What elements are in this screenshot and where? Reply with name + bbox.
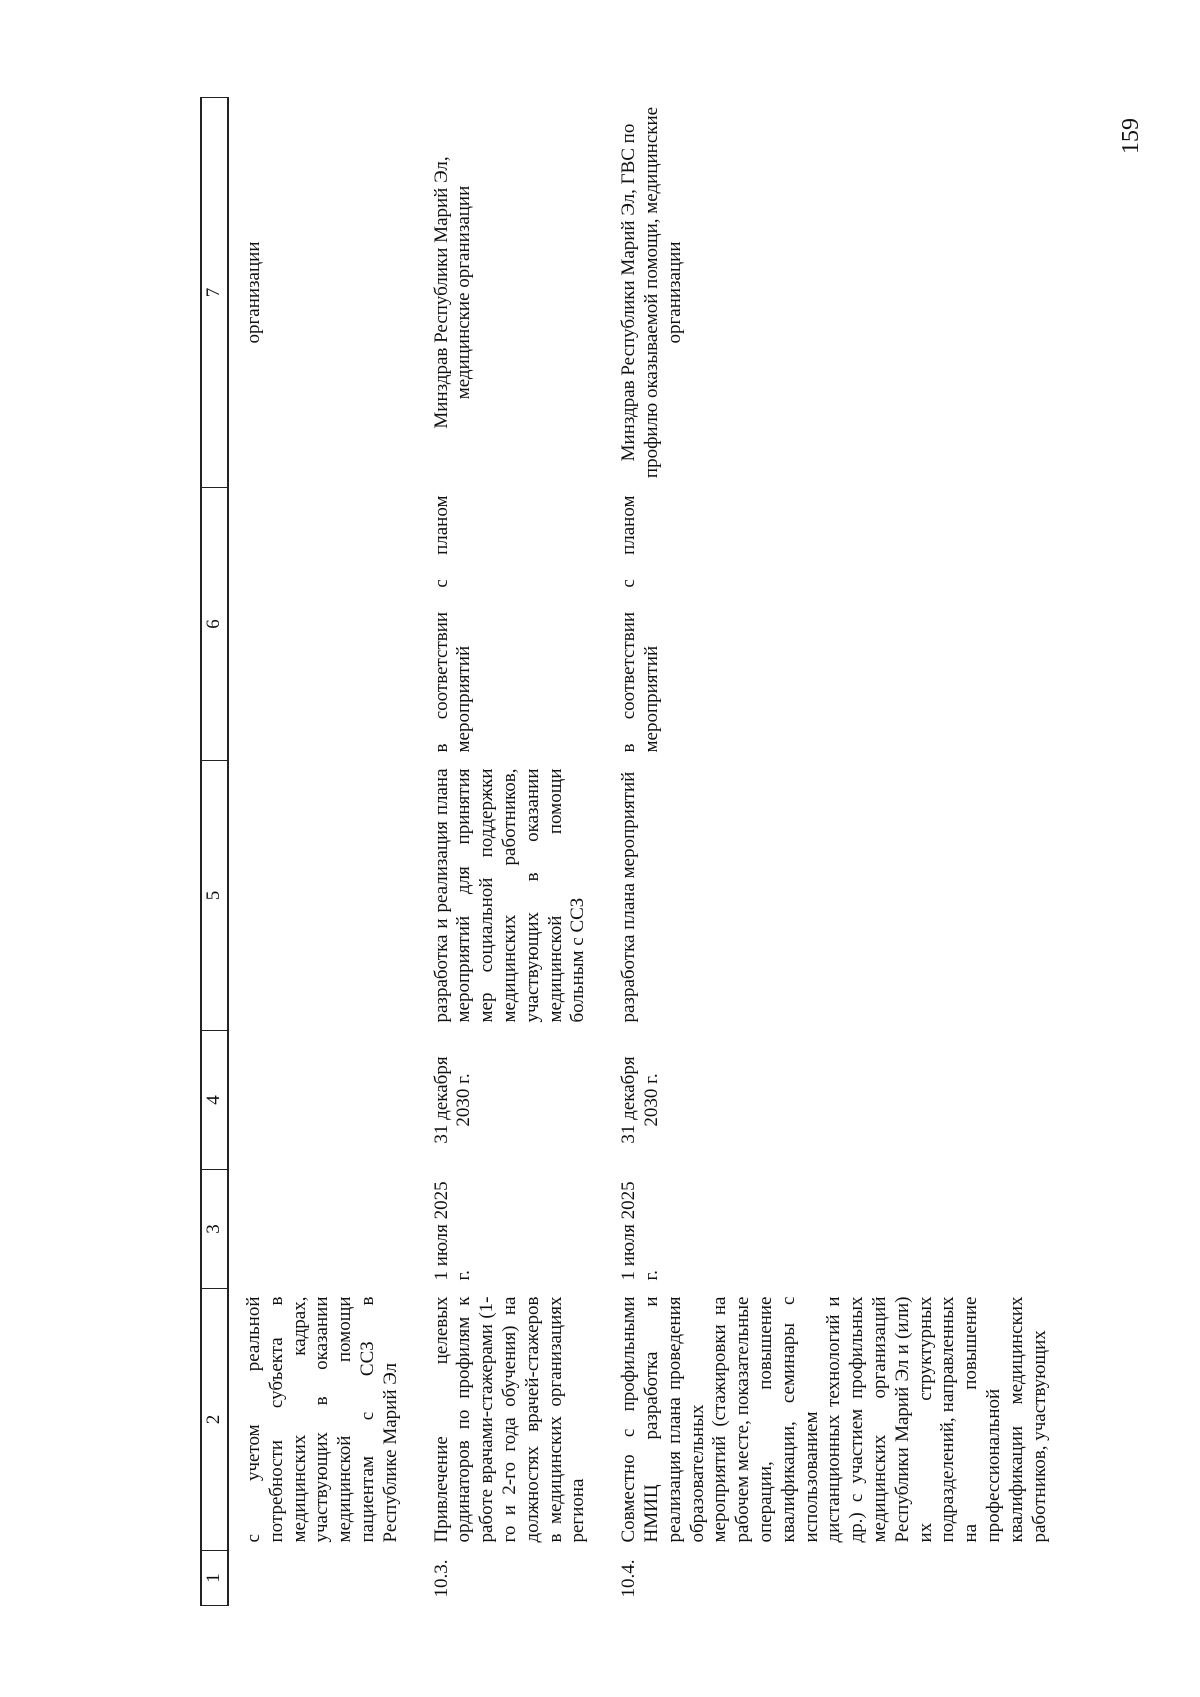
responsible-text: организации bbox=[243, 241, 264, 344]
measure-text: Совместно с профильными НМИЦ разработка и реализация плана проведения образовательных мероприятий (стажировки на рабочем месте, показательные операции, повышение квалификации, семинары с использованием дистанционных технологий и др.) с участием профильных медицинских организаций Республики Марий Эл и (или) их структурных подразделений, направленных на повышение профессиональной квалификации медицинских работников, участвующих bbox=[618, 1296, 1050, 1543]
measure-text: с учетом реальной потребности субъекта в медицинских кадрах, участвующих в оказании медицинской помощи пациентам с ССЗ в Республике Марий Эл bbox=[243, 1296, 401, 1543]
responsible-text: Минздрав Республики Марий Эл, ГВС по профилю оказываемой помощи, медицинские организации bbox=[618, 106, 685, 479]
row-number: 10.4. bbox=[618, 1559, 640, 1598]
column-header: 1 bbox=[201, 1551, 228, 1606]
column-header: 6 bbox=[201, 488, 228, 761]
start-date: 1 июля 2025 г. bbox=[618, 1181, 662, 1281]
page-number: 159 bbox=[1118, 118, 1144, 154]
column-header: 2 bbox=[201, 1289, 228, 1551]
result-text bbox=[228, 761, 419, 1031]
start-date: 1 июля 2025 г. bbox=[430, 1181, 475, 1281]
table-row bbox=[228, 98, 419, 1606]
row-number: 10.3. bbox=[430, 1559, 452, 1598]
rotated-page bbox=[200, 98, 1200, 1606]
end-date bbox=[228, 1031, 419, 1170]
column-header: 7 bbox=[201, 98, 228, 488]
control-text: в соответствии с планом мероприятий bbox=[618, 495, 662, 753]
end-date: 31 декабря 2030 г. bbox=[618, 1056, 662, 1144]
column-header: 3 bbox=[201, 1170, 228, 1289]
measure-text: Привлечение целевых ординаторов по профилям к работе врачами-стажерами (1-го и 2-го года обучения) на должностях врачей-стажеров в медицинских организациях региона bbox=[430, 1296, 589, 1543]
column-header: 4 bbox=[201, 1031, 228, 1170]
column-header: 5 bbox=[201, 761, 228, 1031]
responsible-text: Минздрав Республики Марий Эл, медицинские организации bbox=[430, 156, 475, 429]
control-text: в соответствии с планом мероприятий bbox=[430, 495, 475, 753]
result-text: разработка и реализация плана мероприятий для принятия мер социальной поддержки медицинских работников, участвующих в оказании медицинской помощи больным с ССЗ bbox=[430, 768, 589, 1023]
column-number-row bbox=[201, 98, 228, 1606]
result-text: разработка плана мероприятий bbox=[618, 771, 640, 1023]
table-row bbox=[419, 98, 607, 1606]
end-date: 31 декабря 2030 г. bbox=[430, 1056, 475, 1144]
control-text bbox=[228, 488, 419, 761]
measures-table bbox=[200, 97, 1067, 1606]
table-row bbox=[606, 98, 1067, 1606]
start-date bbox=[228, 1170, 419, 1289]
row-number bbox=[228, 1551, 419, 1606]
